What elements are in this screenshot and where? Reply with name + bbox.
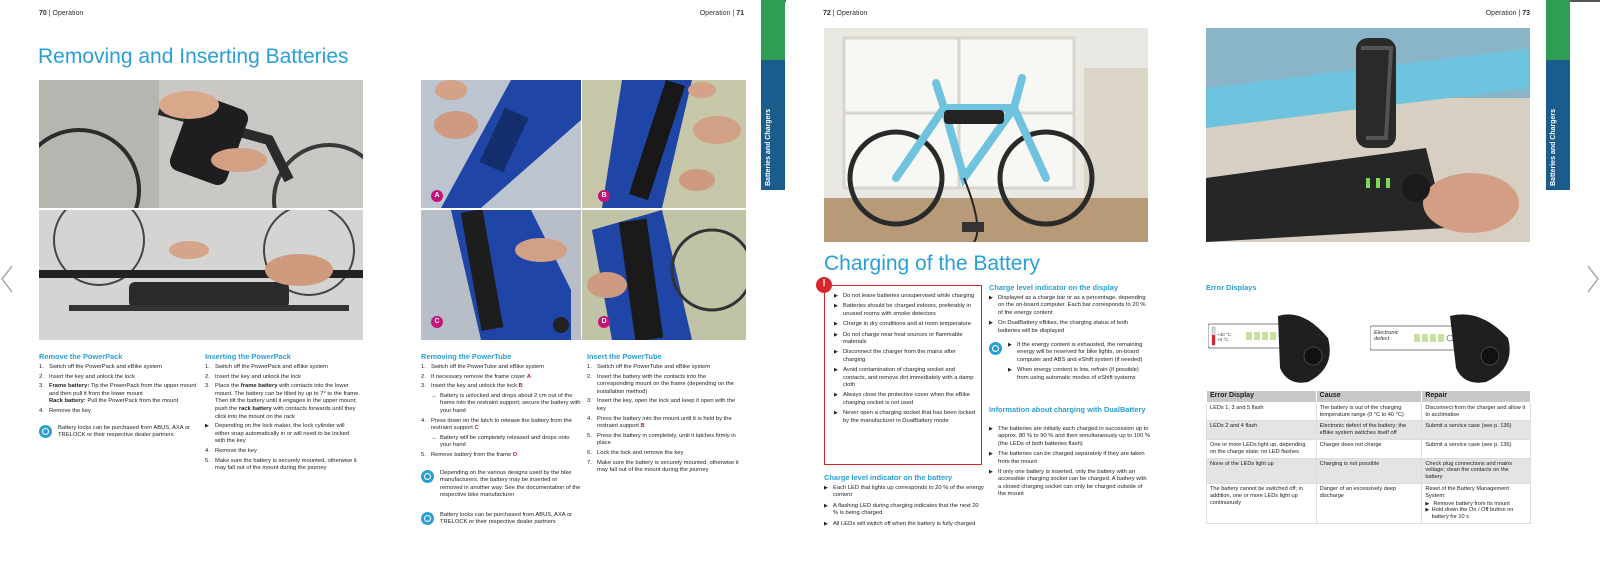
battery-temp-illustration (1208, 308, 1338, 386)
column-header: Cause (1316, 391, 1422, 403)
badge-a: A (431, 190, 443, 202)
list-item: ▶ Disconnect the charger from the mains after charging (834, 349, 956, 363)
page-number-70: 70 | Operation (39, 10, 84, 17)
list-item: 7. Make sure the battery is securely mounted, otherwise it may fall out of the mount during the journey (587, 459, 739, 474)
page-72 (786, 0, 1186, 567)
tip-icon (39, 425, 52, 438)
list-item: 4. Remove the key (205, 447, 257, 454)
photo-rack-battery (39, 210, 363, 340)
table-row: LEDs 1, 3 and 5 flash The battery is out of the charging temperature range (0 °C to 40 °C) Disconnect from the charger and allow it to acclimatise (1207, 402, 1531, 421)
remove-powerpack-steps (39, 364, 199, 418)
chevron-left-icon (0, 264, 14, 294)
page-title-charging: Charging of the Battery (824, 252, 1040, 275)
list-item: ▶ On DualBattery eBikes, the charging status of both batteries will be displayed (989, 320, 1129, 334)
list-item: 1. Switch off the PowerTube and eBike system (587, 364, 711, 370)
list-item: 5. Remove battery from the frame D (421, 451, 518, 458)
list-item: ▶ Charge in dry conditions and at room temperature (834, 321, 971, 328)
badge-d: D (598, 316, 610, 328)
tip-energy-exhausted: ▶ If the energy content is exhausted, the remaining energy will be reserved for bike lights, on-board computer and ABS and eShift system (if needed) ▶ When energy content is low, refrain (if possible) from using automatic modes of eShift systems (989, 342, 1151, 385)
list-item: ▶ The batteries can be charged separately if they are taken from the mount (989, 451, 1145, 465)
list-item: 3. Insert the key, open the lock and keep it open with the key (587, 398, 736, 412)
column-header: Repair (1422, 391, 1531, 403)
charge-display-list (989, 295, 1151, 338)
table-header-row (1207, 391, 1531, 403)
list-item: 6. Lock the lock and remove the key (587, 449, 684, 456)
table-row: One or more LEDs light up, depending on the charge state; no LED flashes Charger does not charge Submit a service case (see p. 136) (1207, 439, 1531, 458)
list-item: 4. Press down on the latch to release the battery from the restraint support C (421, 417, 572, 432)
tip-battery-locks: Battery locks can be purchased from ABUS, AXA or TRELOCK or their respective dealer partners (39, 425, 199, 440)
side-tab-label: Batteries and Chargers (765, 108, 772, 186)
list-item: 2. Insert the key and unlock the lock (39, 373, 136, 380)
tip-icon (421, 470, 434, 483)
tip-icon (989, 342, 1002, 355)
list-item: ▶ The batteries are initially each charged in succession up to approx. 80 % to 90 % and then simultaneously up to 100 % (the LEDs of both batteries flash) (989, 426, 1151, 447)
tip-icon (421, 512, 434, 525)
list-item: 2. Insert the key and unlock the lock (205, 373, 302, 380)
page-71 (384, 0, 784, 567)
list-item: → Battery is unlocked and drops about 2 cm out of the frame into the restraint support; secure the battery with your hand (431, 392, 581, 414)
badge-b: B (598, 190, 610, 202)
list-item: 2. If necessary remove the frame cover A (421, 373, 531, 380)
heading-insert-powertube: Insert the PowerTube (587, 352, 662, 361)
table-row: None of the LEDs light up Charging is not possible Check plug connections and mains voltage; clean the contacts on the battery (1207, 458, 1531, 483)
next-page-arrow[interactable] (1586, 264, 1600, 294)
list-item: ▶ Do not charge near heat sources or flammable materials (834, 331, 963, 346)
heading-dualbattery: Information about charging with DualBattery (989, 405, 1146, 414)
page-number-73: Operation | 73 (1485, 10, 1530, 17)
photo-powertube-a (421, 80, 581, 208)
list-item: 3. Place the frame battery with contacts into the lower mount. The battery can be tilted by up to 7° to the frame. Then tilt the battery until it engages in the upper mount; push the rack battery with contacts forwards until they click into the mount on the rack (205, 383, 360, 420)
removing-powertube-steps (421, 364, 581, 462)
table-row: The battery cannot be switched off; in addition, one or more LEDs light up continuously Danger of an excessively deep discharge Reset of the Battery Management System: ▶ Remove battery from its mount ▶ Hold down the On / Off button on battery for 10 s (1207, 483, 1531, 523)
photo-charging-bike (824, 28, 1148, 242)
list-item: 3. Insert the key and unlock the lock B (421, 383, 523, 390)
list-item: ▶ Batteries should be charged indoors, preferably in unused rooms with smoke detectors (834, 303, 971, 317)
list-item: ▶ Each LED that lights up corresponds to 20 % of the energy content (824, 485, 984, 499)
list-item: ▶ A flashing LED during charging indicates that the next 20 % is being charged (824, 502, 979, 517)
list-item: 1. Switch off the PowerTube and eBike system (421, 364, 545, 370)
list-item: 5. Make sure the battery is securely mounted, otherwise it may fall out of the mount during the journey (205, 457, 357, 472)
list-item: ▶ If only one battery is inserted, only the battery with an accessible charging socket can be charged. A battery with a closed charging socket can only be charged outside of the mount (989, 469, 1147, 498)
heading-charge-display: Charge level indicator on the display (989, 283, 1118, 292)
list-item: 3. Frame battery: Tip the PowerPack from the upper mount and then pull it from the lower mount Rack battery: Pull the PowerPack from the mount (39, 383, 197, 405)
list-item: 1. Switch off the PowerPack and eBike system (39, 364, 162, 370)
photo-powertube-b (582, 80, 746, 208)
list-item: ▶ Displayed as a charge bar or as a percentage, depending on the on-board computer. Each bar corresponds to 20 % of the energy content (989, 295, 1146, 316)
heading-removing-powertube: Removing the PowerTube (421, 352, 512, 361)
list-item: 4. Press the battery into the mount until it is held by the restraint support B (587, 415, 732, 430)
insert-powerpack-steps (205, 364, 360, 475)
list-item: ▶ Do not leave batteries unsupervised while charging (834, 293, 975, 299)
previous-page-arrow[interactable] (0, 264, 14, 294)
tip-design-variants: Depending on the various designs used by the bike manufacturers, the battery may be inserted or removed in another way. See the documentation of the respective bike manufacturer (421, 470, 581, 500)
insert-powertube-steps (587, 364, 742, 477)
chevron-right-icon (1586, 264, 1600, 294)
warning-icon (816, 277, 832, 293)
photo-powertube-c (421, 210, 581, 340)
side-tab-batteries-right[interactable] (1546, 0, 1570, 190)
column-header: Error Display (1207, 391, 1317, 403)
defect-label: Electronic defect (1374, 330, 1399, 343)
photo-charging-socket (1206, 28, 1530, 242)
table-row: LEDs 2 and 4 flash Electronic defect of the battery; the eBike system switches itself off Submit a service case (see p. 136) (1207, 421, 1531, 440)
list-item: ▶ All LEDs will switch off when the battery is fully charged (824, 520, 976, 527)
page-number-72: 72 | Operation (823, 10, 868, 17)
tip-battery-locks-2: Battery locks can be purchased from ABUS, AXA or TRELOCK or their respective dealer partners (421, 512, 581, 527)
list-item: 2. Insert the battery with the contacts into the corresponding mount on the frame (depending on the installation method) (587, 373, 734, 395)
dualbattery-list (989, 426, 1151, 502)
list-item: ▶ Depending on the lock maker, the lock cylinder will either snap automatically in or will need to be locked with the key (205, 423, 350, 445)
badge-c: C (431, 316, 443, 328)
heading-remove-powerpack: Remove the PowerPack (39, 352, 123, 361)
error-table (1206, 390, 1531, 524)
page-title-removing: Removing and Inserting Batteries (38, 45, 349, 68)
list-item: ▶ Never open a charging socket that has been locked by the manufacturer in DualBattery mode (834, 410, 976, 424)
heading-charge-battery: Charge level indicator on the battery (824, 473, 953, 482)
heading-insert-powerpack: Inserting the PowerPack (205, 352, 291, 361)
battery-defect-illustration (1370, 308, 1520, 386)
side-tab-label: Batteries and Chargers (1550, 108, 1557, 186)
page-70 (0, 0, 384, 567)
page-73 (1186, 0, 1546, 567)
list-item: ▶ Always close the protective cover when the eBike charging socket is not used (834, 392, 970, 406)
page-number-71: Operation | 71 (699, 10, 744, 17)
heading-error-displays: Error Displays (1206, 283, 1257, 292)
temp-labels: +40 °C +0 °C (1217, 332, 1231, 342)
list-item: ▶ Avoid contamination of charging socket and contacts, and remove dirt immediately with a damp cloth (834, 367, 974, 389)
charge-battery-list (824, 485, 984, 531)
list-item: 5. Press the battery in completely, until it latches firmly in place (587, 432, 736, 447)
list-item: → Battery will be completely released and drops onto your hand (431, 434, 570, 449)
side-tab-batteries-left[interactable] (761, 0, 785, 190)
warning-list (834, 293, 978, 428)
photo-frame-battery (39, 80, 363, 208)
list-item: 1. Switch off the PowerPack and eBike system (205, 364, 328, 370)
list-item: 4. Remove the key (39, 407, 91, 414)
